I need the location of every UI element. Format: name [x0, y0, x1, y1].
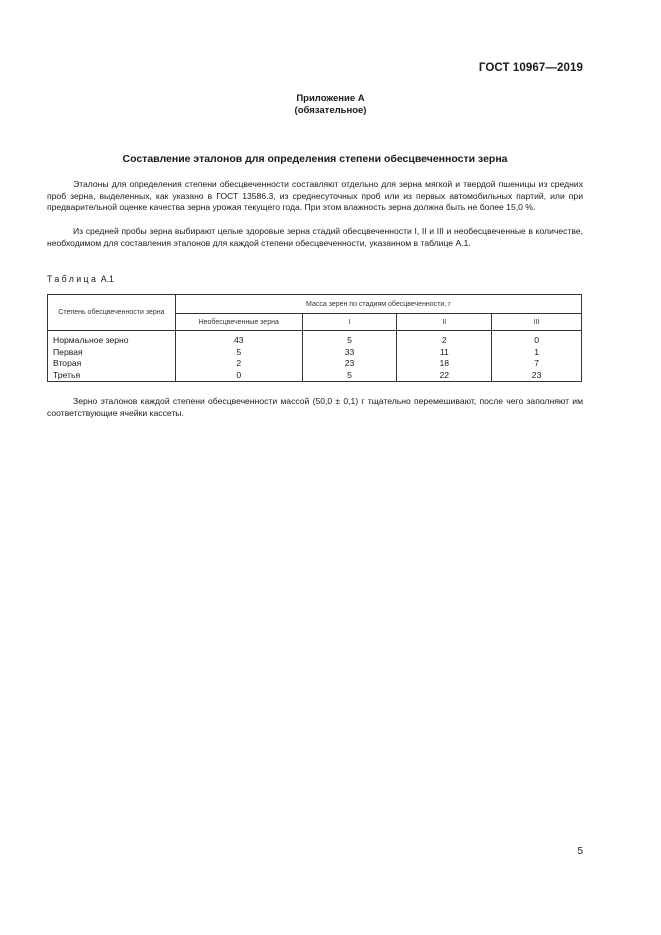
row-label: Первая [48, 347, 176, 359]
paragraph-1 [47, 179, 583, 214]
appendix-title: Приложение А [296, 93, 365, 104]
paragraph-3-text: Зерно эталонов каждой степени обесцвеченности массой (50,0 ± 0,1) г тщательно перемешивают, после чего заполняют им соответствующие ячейки кассеты. [47, 396, 583, 418]
row-label: Третья [48, 370, 176, 382]
table-cell: 43 [175, 331, 302, 347]
table-cell: 23 [302, 358, 397, 370]
table-cell: 33 [302, 347, 397, 359]
table-cell: 7 [492, 358, 582, 370]
table-caption-word: Таблица [47, 274, 99, 284]
paragraph-3 [47, 396, 583, 419]
table-cell: 5 [302, 370, 397, 382]
appendix-heading [0, 93, 661, 117]
table-cell: 23 [492, 370, 582, 382]
paragraph-1-text: Эталоны для определения степени обесцвеченности составляют отдельно для зерна мягкой и твердой пшеницы из средних проб зерна, выделенных, как указано в ГОСТ 13586.3, из среднесуточных проб или из первых автомобильных партий, или при предварительной оценке качества зерна урожая текущего года. При этом влажность зерна должна быть не более 15,0 %. [47, 179, 583, 213]
table-row [48, 370, 582, 382]
table-cell: 5 [175, 347, 302, 359]
row-label: Вторая [48, 358, 176, 370]
column-header: III [492, 314, 582, 331]
table-row [48, 358, 582, 370]
column-header: I [302, 314, 397, 331]
standards-table [47, 294, 582, 382]
table-cell: 18 [397, 358, 492, 370]
standard-designation: ГОСТ 10967—2019 [478, 62, 583, 74]
table-cell: 0 [492, 331, 582, 347]
paragraph-2-text: Из средней пробы зерна выбирают целые здоровые зерна стадий обесцвеченности I, II и III и необесцвеченные в количестве, необходимом для составления эталонов для каждой степени обесцвеченности, указанном в таблице А.1. [47, 226, 583, 248]
column-header: Необесцвеченные зерна [175, 314, 302, 331]
column-header: II [397, 314, 492, 331]
table-cell: 2 [397, 331, 492, 347]
table-caption [47, 274, 114, 284]
table-cell: 11 [397, 347, 492, 359]
appendix-status: (обязательное) [294, 105, 367, 116]
table-header-row [48, 295, 582, 314]
table-cell: 22 [397, 370, 492, 382]
table-cell: 1 [492, 347, 582, 359]
table-row [48, 331, 582, 347]
table-cell: 2 [175, 358, 302, 370]
row-label: Нормальное зерно [48, 331, 176, 347]
table-row [48, 347, 582, 359]
row-header-cell: Степень обесцвеченности зерна [48, 295, 176, 331]
paragraph-2 [47, 226, 583, 249]
table-caption-number: А.1 [100, 274, 114, 284]
page-number: 5 [577, 846, 583, 857]
section-title: Составление эталонов для определения степени обесцвеченности зерна [122, 153, 508, 165]
group-header-cell: Масса зерен по стадиям обесцвеченности, г [175, 295, 581, 314]
table-cell: 0 [175, 370, 302, 382]
table-cell: 5 [302, 331, 397, 347]
